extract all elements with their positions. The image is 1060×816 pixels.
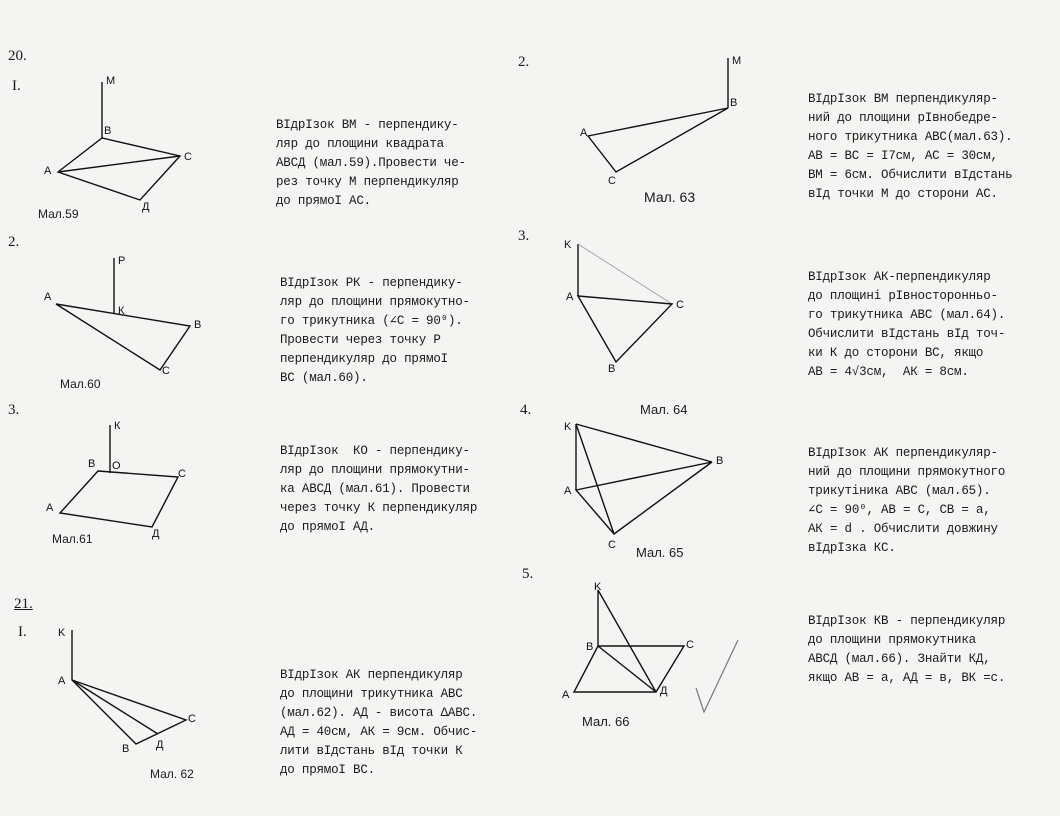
problem-21-1-number: I. [18,624,27,640]
point-d: Д [152,528,160,540]
figure-59 [40,70,210,220]
point-a: A [564,485,572,497]
problem-r5-number: 5. [522,566,534,582]
segment-kd [598,590,656,692]
point-k: K [58,627,66,639]
section-20-label: 20. [8,48,27,64]
section-21-label: 21. [14,596,33,612]
point-d: Д [156,739,164,751]
point-a: A [580,127,588,139]
problem-21-1-text: ВІдрІзок АК перпендикуляр до площини трикутника АВС (мал.62). АД - висота ΔАВС. АД = 40см, АК = 9см. Обчис- лити вІдстань вІд точки К до прямоІ ВС. [280,668,478,777]
problem-20-2-text: ВІдрІзок РК - перпендику- ляр до площини прямокутно- го трикутника (∠С = 90⁰). Провести через точку Р перпендикуляр до прямоІ ВС (мал.60). [280,276,470,385]
figure-66 [558,580,758,710]
problem-20-2-number: 2. [8,234,20,250]
point-a: А [44,165,52,177]
figure-64 [560,236,710,376]
point-a: A [58,675,66,687]
point-c: С [184,151,192,163]
point-b: В [194,319,202,331]
point-m: M [732,55,742,67]
rectangle-abcd [60,471,178,527]
point-b: B [608,363,616,375]
point-c: C [608,175,616,187]
problem-r2-number: 2. [518,54,530,70]
caption-66: Мал. 66 [582,714,630,729]
point-p: Р [118,255,126,267]
point-b: B [730,97,738,109]
point-b: B [122,743,130,755]
problem-20-1-text: ВІдрІзок ВМ - перпендику- ляр до площини квадрата АВСД (мал.59).Провести че- рез точку М перпендикуляр до прямоІ АС. [276,118,466,208]
figure-65 [560,414,740,554]
point-c: C [608,539,616,551]
problem-20-3-number: 3. [8,402,20,418]
problem-r2-text: ВІдрІзок ВМ перпендикуляр- ний до площини рІвнобедре- ного трикутника АВС(мал.63). АВ = ВС = І7см, АС = 30см, ВМ = 6см. Обчислити вІдстань вІд точки М до сторони АС. [808,92,1013,201]
point-c: C [188,713,196,725]
triangle-abc [588,108,728,172]
caption-64: Мал. 64 [640,402,688,417]
point-a: A [562,689,570,701]
point-a: A [566,291,574,303]
point-a: А [44,291,52,303]
figure-63 [570,50,750,190]
caption-62: Мал. 62 [150,767,194,781]
problem-r5-text: ВІдрІзок КВ - перпендикуляр до площини прямокутника АВСД (мал.66). Знайти КД, якщо АВ = а, АД = в, ВК =с. [808,614,1006,685]
figure-62 [50,622,220,762]
point-b: B [586,641,594,653]
point-k: К [114,420,121,432]
point-o: О [112,460,121,472]
problem-r4-text: ВІдрІзок АК перпендикуляр- ний до площини прямокутного трикутіника АВС (мал.65). ∠С = 90⁰, АВ = С, СВ = а, АК = d . Обчислити довжину вІдрІзка КС. [808,446,1006,555]
figure-60 [40,250,210,380]
segment-bd [598,646,656,692]
check-mark [696,640,738,712]
caption-59: Мал.59 [38,207,79,221]
problem-r4-number: 4. [520,402,532,418]
point-d: Д [660,685,668,697]
point-c: C [686,639,694,651]
triangle-abc [72,680,186,744]
point-k: K [594,581,602,593]
point-b: B [716,455,724,467]
segment-kc [578,244,672,304]
problem-20-3-text: ВІдрІзок КО - перпендику- ляр до площини прямокутни- ка АВСД (мал.61). Провести через точку К перпендикуляр до прямоІ АД. [280,444,478,534]
segment-ad [72,680,158,734]
problem-20-1-number: I. [12,78,21,94]
problem-r3-text: ВІдрІзок АК-перпендикуляр до площині рІвносторонньо- го трикутника АВС (мал.64). Обчислити вІдстань вІд точ- ки К до сторони ВС, якщо АВ = 4√3см, АК = 8см. [808,270,1006,379]
segment-kb [576,424,712,462]
problem-r3-number: 3. [518,228,530,244]
point-k: К [118,305,125,317]
point-m: M [106,75,116,87]
point-c: С [162,365,170,377]
caption-60: Мал.60 [60,377,101,391]
point-d: Д [142,201,150,213]
point-b: В [104,125,112,137]
point-k: K [564,239,572,251]
caption-65: Мал. 65 [636,545,684,560]
caption-61: Мал.61 [52,532,93,546]
caption-63: Мал. 63 [644,189,696,205]
triangle-abc [576,462,712,534]
point-k: K [564,421,572,433]
point-a: А [46,502,54,514]
point-c: С [178,468,186,480]
segment-kc [576,424,614,534]
triangle-abc [578,296,672,362]
point-c: C [676,299,684,311]
point-b: В [88,458,96,470]
